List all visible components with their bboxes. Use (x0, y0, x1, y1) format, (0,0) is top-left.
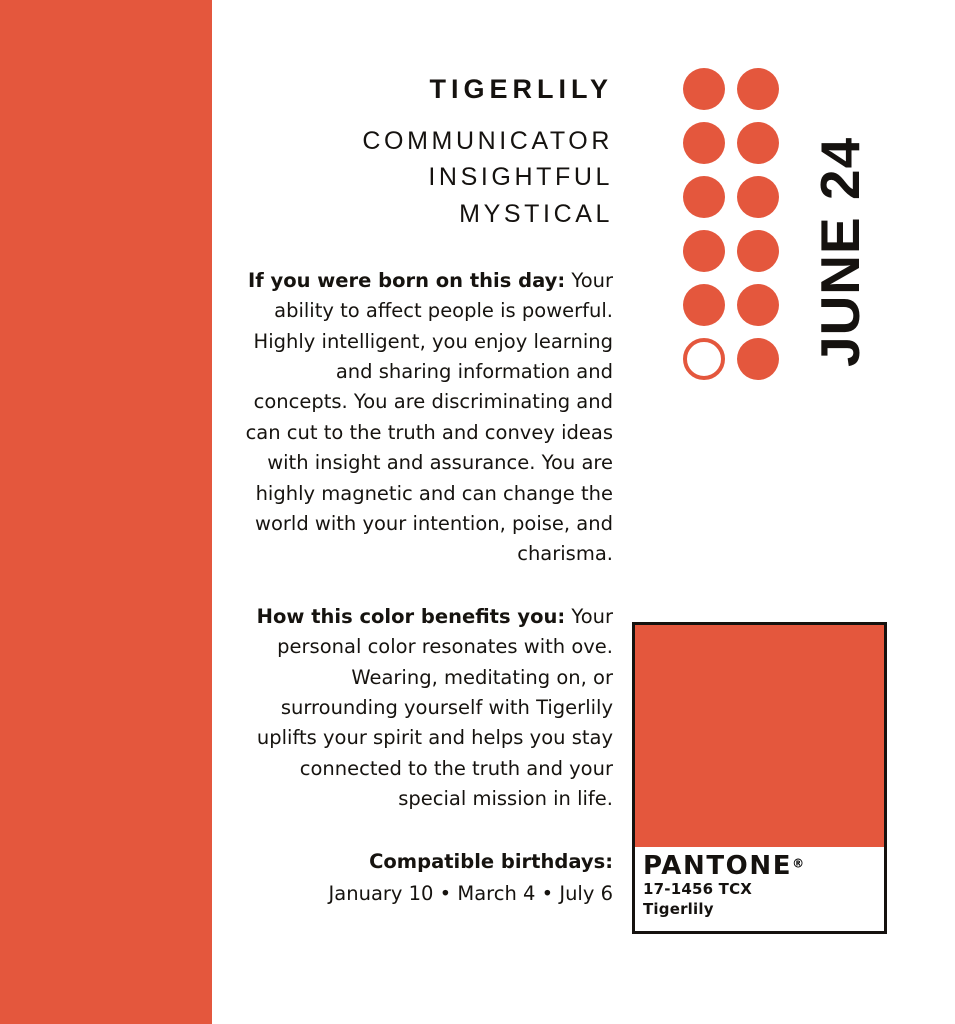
date-label: JUNE 24 (809, 136, 871, 367)
dot-filled-icon (737, 230, 779, 272)
dot-row (683, 122, 791, 164)
dot-filled-icon (683, 122, 725, 164)
benefit-label: How this color benefits you: (256, 604, 566, 628)
born-paragraph (243, 266, 613, 570)
born-text: Your ability to affect people is powerful. Highly intelligent, you enjoy learning and sharing information and concepts. You are discriminating and can cut to the truth and convey ideas with insight and assurance. You are highly magnetic and can change the world with your intention, poise, and charisma. (245, 268, 613, 566)
dot-filled-icon (737, 68, 779, 110)
dot-filled-icon (683, 284, 725, 326)
compatible-dates: January 10 • March 4 • July 6 (328, 882, 613, 906)
page-title: TIGERLILY (429, 74, 613, 104)
trait-3: MYSTICAL (459, 199, 613, 228)
pantone-wordmark: PANTONE (643, 851, 793, 881)
dot-row (683, 68, 791, 110)
text-column (243, 0, 613, 1024)
trait-list (243, 123, 613, 232)
dot-filled-icon (683, 176, 725, 218)
dot-row (683, 230, 791, 272)
swatch-name: Tigerlily (643, 900, 714, 919)
dot-hollow-icon (683, 338, 725, 380)
dot-filled-icon (737, 338, 779, 380)
swatch-code: 17-1456 TCX (643, 880, 753, 898)
dot-row (683, 338, 791, 380)
left-color-bar (0, 0, 212, 1024)
benefit-text: Your personal color resonates with ove. Wearing, meditating on, or surrounding yourself with Tigerlily uplifts your spirit and helps you stay connected to the truth and your special mission in life. (256, 604, 613, 811)
registered-icon: ® (792, 856, 805, 871)
compatible-birthdays (243, 847, 613, 910)
dot-filled-icon (737, 284, 779, 326)
swatch-color-block (635, 625, 884, 847)
born-label: If you were born on this day: (247, 268, 566, 292)
trait-2: INSIGHTFUL (428, 163, 613, 192)
pantone-swatch (632, 622, 887, 934)
swatch-brand-line (643, 853, 884, 879)
trait-1: COMMUNICATOR (362, 127, 613, 155)
compatible-label: Compatible birthdays: (369, 849, 613, 873)
dot-row (683, 284, 791, 326)
dot-filled-icon (737, 122, 779, 164)
dot-grid (683, 68, 791, 392)
dot-filled-icon (683, 68, 725, 110)
dot-row (683, 176, 791, 218)
swatch-label (635, 847, 884, 920)
dot-filled-icon (737, 176, 779, 218)
vertical-date (800, 62, 870, 372)
benefit-paragraph (243, 602, 613, 815)
dot-filled-icon (683, 230, 725, 272)
